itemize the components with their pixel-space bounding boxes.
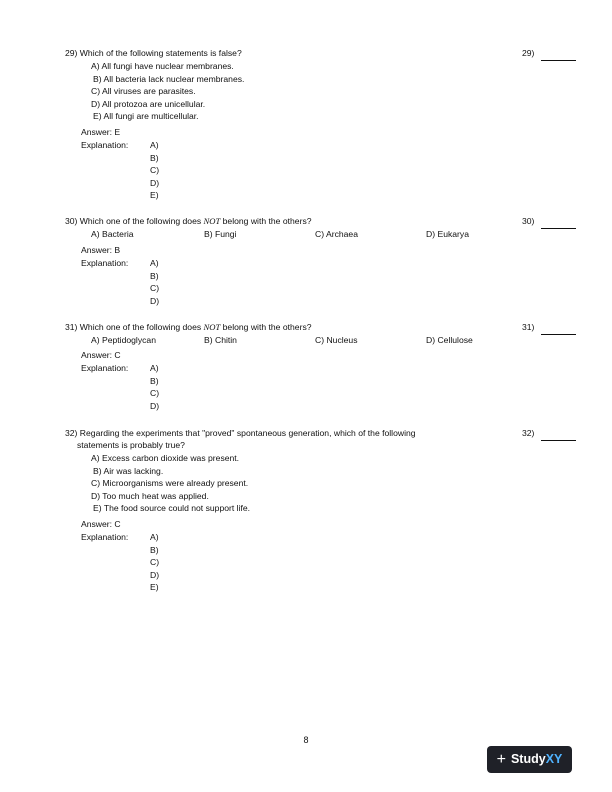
explanation-letter: D) <box>150 400 160 411</box>
option: A) All fungi have nuclear membranes. <box>91 61 234 71</box>
option: C) All viruses are parasites. <box>91 86 196 96</box>
explanation-letter: C) <box>150 165 160 175</box>
option: B) Chitin <box>204 335 237 345</box>
question-number: 30) <box>522 216 535 226</box>
question-text-line: statements is probably true? <box>77 440 185 450</box>
answer: Answer: E <box>81 127 121 137</box>
explanation-label: Explanation: <box>81 363 129 373</box>
question-text <box>65 321 485 334</box>
question-text-emphasis: NOT <box>203 322 221 332</box>
question-text-post: belong with the others? <box>220 216 312 226</box>
option: D) Eukarya <box>426 229 469 239</box>
option: E) The food source could not support life. <box>93 503 251 513</box>
answer: Answer: B <box>81 245 121 255</box>
question-text-post: belong with the others? <box>220 322 312 332</box>
answer: Answer: C <box>81 350 121 360</box>
option: B) All bacteria lack nuclear membranes. <box>93 73 245 84</box>
explanation-label: Explanation: <box>81 140 129 150</box>
explanation-letter: D) <box>150 569 160 580</box>
explanation-letter: E) <box>150 582 159 592</box>
question-text <box>65 215 485 228</box>
explanation-letter: D) <box>150 295 160 306</box>
explanation-letter: A) <box>150 363 159 373</box>
explanation-letter: E) <box>150 190 159 200</box>
explanation-letter: A) <box>150 532 159 542</box>
answer: Answer: C <box>81 519 121 529</box>
answer-blank <box>541 324 576 335</box>
answer-blank <box>541 218 576 229</box>
explanation-label: Explanation: <box>81 532 129 542</box>
logo-prefix: Study <box>510 752 546 767</box>
answer-blank <box>541 430 576 441</box>
option: A) Peptidoglycan <box>91 335 156 345</box>
option: D) Cellulose <box>426 335 473 345</box>
question-text-pre: 30) Which one of the following does <box>65 216 204 226</box>
question-text-pre: 31) Which one of the following does <box>65 322 204 332</box>
explanation-letter: C) <box>150 388 160 398</box>
option: E) All fungi are multicellular. <box>93 111 199 121</box>
plus-icon: + <box>496 750 506 768</box>
explanation-letter: B) <box>150 152 159 163</box>
explanation-letter: B) <box>150 544 159 555</box>
logo-suffix: XY <box>545 752 563 767</box>
explanation-letter: B) <box>150 375 159 386</box>
option: A) Bacteria <box>91 229 134 239</box>
option: D) All protozoa are unicellular. <box>91 98 206 109</box>
question-text-emphasis: NOT <box>203 216 221 226</box>
page-number: 8 <box>303 735 309 745</box>
option: C) Archaea <box>315 229 358 239</box>
explanation-letter: B) <box>150 270 159 281</box>
option: B) Fungi <box>204 229 237 239</box>
question-number: 29) <box>522 48 535 58</box>
explanation-letter: A) <box>150 258 159 268</box>
explanation-letter: D) <box>150 177 160 188</box>
option: B) Air was lacking. <box>93 465 164 476</box>
explanation-letter: A) <box>150 140 159 150</box>
question-number: 32) <box>522 428 535 438</box>
answer-blank <box>541 50 576 61</box>
question-text: 29) Which of the following statements is false? <box>65 48 242 58</box>
option: D) Too much heat was applied. <box>91 490 209 501</box>
question-text-line: 32) Regarding the experiments that "proved" spontaneous generation, which of the following <box>65 428 416 438</box>
option: A) Excess carbon dioxide was present. <box>91 453 240 463</box>
explanation-letter: C) <box>150 283 160 293</box>
explanation-label: Explanation: <box>81 258 129 268</box>
explanation-letter: C) <box>150 557 160 567</box>
question-number: 31) <box>522 322 535 332</box>
studyxy-logo[interactable] <box>487 746 572 773</box>
option: C) Nucleus <box>315 335 358 345</box>
option: C) Microorganisms were already present. <box>91 478 249 488</box>
